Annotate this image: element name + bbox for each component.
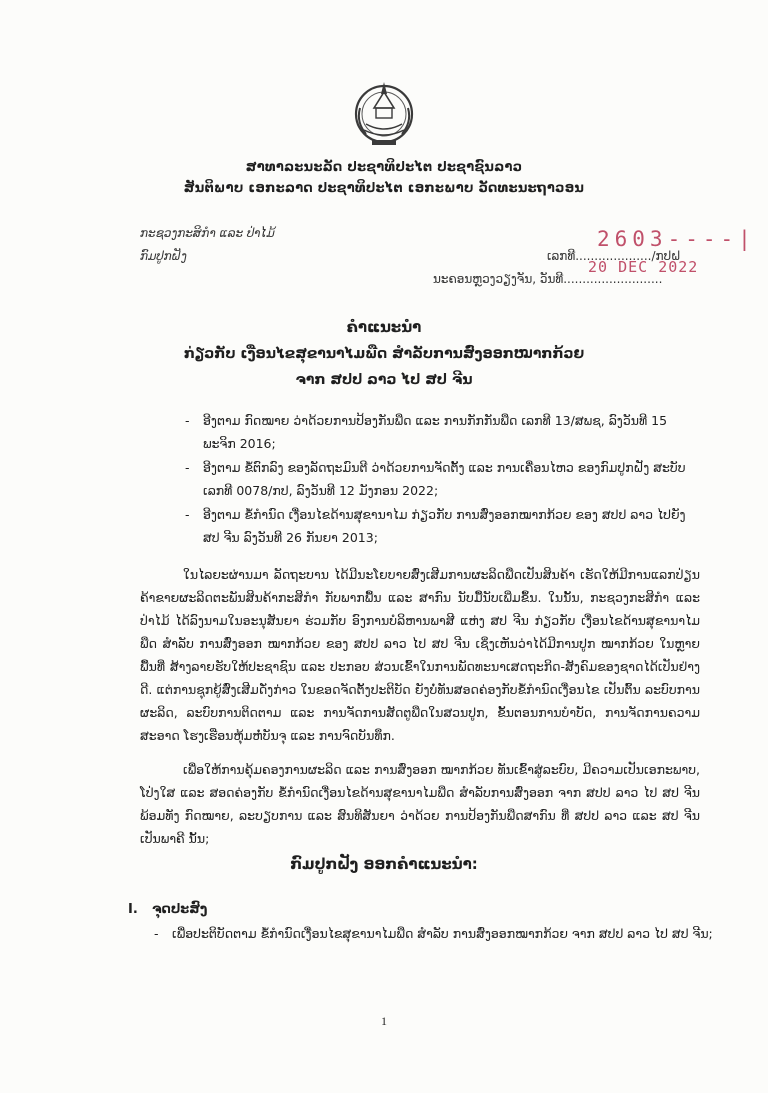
page-number: 1 [381,1014,387,1028]
national-motto-line: ສັນຕິພາບ ເອກະລາດ ປະຊາທິປະໄຕ ເອກະພາບ ວັດທະນະຖາວອນ [183,181,585,196]
document-title: ຄຳແນະນຳ [346,318,422,336]
legal-basis-item: - ອີງຕາມ ຂໍ້ຕົກລົງ ຂອງລັດຖະມົນຕີ ວ່າດ້ວຍການຈັດຕັ້ງ ແລະ ການເຄື່ອນໄຫວ ຂອງກົມປູກຝັງ ສະບັບ ເລກທີ 0078/ກປ, ລົງວັນທີ 12 ມັງກອນ 2022; [183,456,703,502]
department-name: ກົມປູກຝັງ [140,249,187,263]
section-number: I. [128,902,138,917]
document-subtitle-route: ຈາກ ສປປ ລາວ ໄປ ສປ ຈີນ [295,372,473,388]
legal-basis-list [183,409,703,550]
body-paragraph: ໃນໄລຍະຜ່ານມາ ລັດຖະບານ ໄດ້ມີນະໂຍບາຍສົ່ງເສີມການຜະລິດພືດເປັນສິນຄ້າ ເຮັດໃຫ້ມີການແລກປ່ຽນຄ້າຂາຍຜະລິດຕະພັນສິນຄ້າກະສິກຳ ກັບພາກພື້ນ ແລະ ສາກົນ ນັບມື້ນັບເພີ່ມຂຶ້ນ. ໃນນັ້ນ, ກະຊວງກະສິກຳ ແລະ ປ່າໄມ້ ໄດ້ລົງນາມໃນອະນຸສັນຍາ ຮ່ວມກັບ ອົງການບໍລິຫານພາສີ ແຫ່ງ ສປ ຈີນ ກ່ຽວກັບ ເງື່ອນໄຂດ້ານສຸຂານາໄມພືດ ສຳລັບ ການສົ່ງອອກ ໝາກກ້ວຍ ຂອງ ສປປ ລາວ ໄປ ສປ ຈີນ ເຊິ່ງເຫັນວ່າໄດ້ມີການປູກ ໝາກກ້ວຍ ໃນຫຼາຍພື້ນທີ່ ສ້າງລາຍຮັບໃຫ້ປະຊາຊົນ ແລະ ປະກອບ ສ່ວນເຂົ້າໃນການພັດທະນາເສດຖະກິດ-ສັງຄົມຂອງຊາດໄດ້ເປັນຢ່າງດີ. ແຕ່ການຊຸກຍູ້ສົ່ງເສີມດັ່ງກ່າວ ໃນຂອດຈັດຕັ້ງປະຕິບັດ ຍັງບໍ່ທັນສອດຄ່ອງກັບຂໍ້ກຳນົດເງື່ອນໄຂ ເປັນຕົ້ນ ລະບົບການຜະລິດ, ລະບົບການຕິດຕາມ ແລະ ການຈັດການສັດຕູພືດໃນສວນປູກ, ຂັ້ນຕອນການບໍາບັດ, ການຈັດການຄວາມສະອາດ ໂຮງເຮືອນຫຸ້ມຫໍ່ບັນຈຸ ແລະ ການຈົດບັນທຶກ. [140,567,700,743]
document-subtitle: ກ່ຽວກັບ ເງື່ອນໄຂສຸຂານາໄມພືດ ສຳລັບການສົ່ງອອກໝາກກ້ວຍ [183,346,585,362]
instruction-heading: ກົມປູກຝັງ ອອກຄຳແນະນຳ: [290,855,478,873]
place-date-label: ນະຄອນຫຼວງວຽງຈັນ, ວັນທີ.......................... [433,272,663,286]
lao-national-emblem-icon [352,78,416,148]
country-name-line: ສາທາລະນະລັດ ປະຊາທິປະໄຕ ປະຊາຊົນລາວ [245,160,523,175]
stamp-document-number: 2603----| [597,227,756,251]
stamp-date: 20 DEC 2022 [588,258,699,276]
legal-basis-item: - ອີງຕາມ ກົດໝາຍ ວ່າດ້ວຍການປ້ອງກັນພືດ ແລະ ການກັກກັນພືດ ເລກທີ 13/ສພຊ, ລົງວັນທີ 15 ພະຈິກ 2016; [183,409,703,455]
legal-basis-item: - ອີງຕາມ ຂໍ້ກຳນົດ ເງື່ອນໄຂດ້ານສຸຂານາໄມ ກ່ຽວກັບ ການສົ່ງອອກໝາກກ້ວຍ ຂອງ ສປປ ລາວ ໄປຍັງ ສປ ຈີນ ລົງວັນທີ 26 ກັນຍາ 2013; [183,503,703,549]
section-title: ຈຸດປະສົງ [152,902,208,917]
body-paragraph: ເພື່ອໃຫ້ການຄຸ້ມຄອງການຜະລິດ ແລະ ການສົ່ງອອກ ໝາກກ້ວຍ ທັນເຂົ້າສູ່ລະບົບ, ມີຄວາມເປັນເອກະພາບ, ໂປ່ງໃສ ແລະ ສອດຄ່ອງກັບ ຂໍ້ກຳນົດເງື່ອນໄຂດ້ານສຸຂານາໄມພືດ ສຳລັບການສົ່ງອອກ ຈາກ ສປປ ລາວ ໄປ ສປ ຈີນ ພ້ອມທັງ ກົດໝາຍ, ລະບຽບການ ແລະ ສົນທິສັນຍາ ວ່າດ້ວຍ ການປ້ອງກັນພືດສາກົນ ທີ່ ສປປ ລາວ ແລະ ສປ ຈີນ ເປັນພາຄີ ນັ້ນ; [140,762,700,846]
document-number-label: ເລກທີ..................../ກປຝ [547,249,681,263]
ministry-name: ກະຊວງກະສິກຳ ແລະ ປ່າໄມ້ [140,226,275,240]
section-bullet: - ເພື່ອປະຕິບັດຕາມ ຂໍ້ກຳນົດເງື່ອນໄຂສຸຂານາໄມພືດ ສຳລັບ ການສົ່ງອອກໝາກກ້ວຍ ຈາກ ສປປ ລາວ ໄປ ສປ ຈີນ; [150,922,722,945]
